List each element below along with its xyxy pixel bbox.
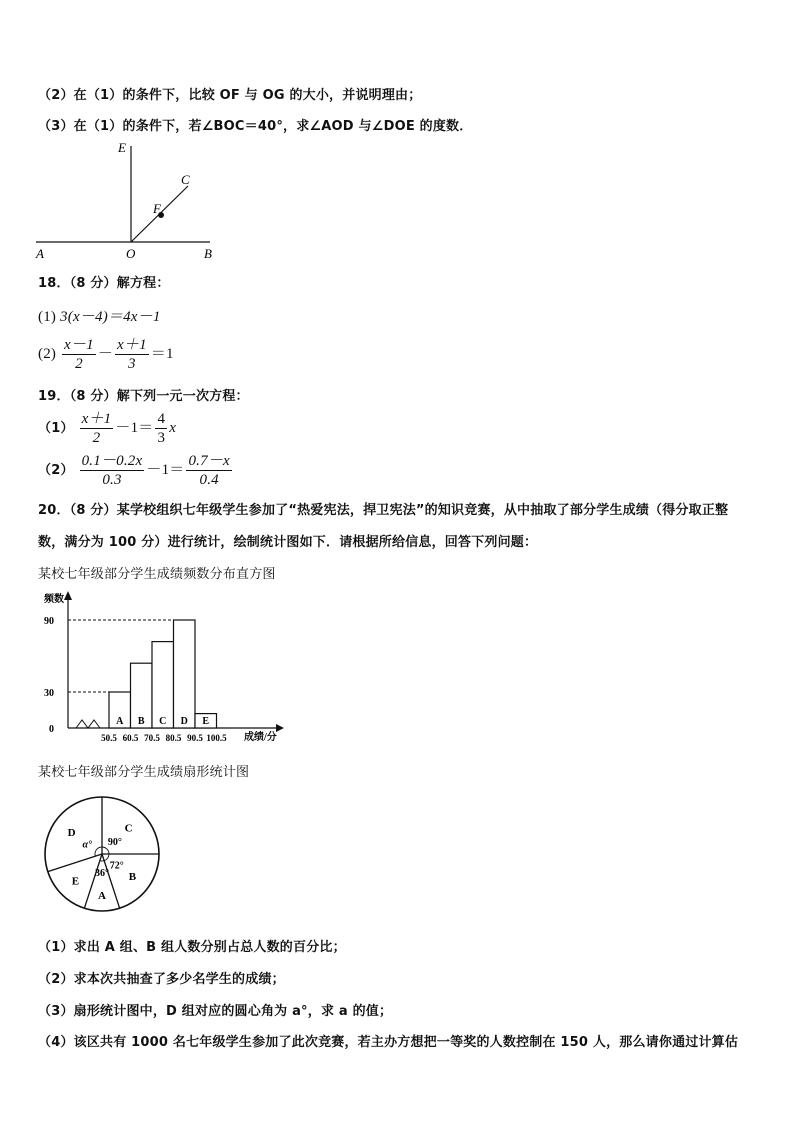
label-b: B: [204, 246, 212, 261]
q20-q3: （3）扇形统计图中，D 组对应的圆心角为 a°，求 a 的值；: [38, 1004, 393, 1019]
q18-eq1-body: 3(x－4)＝4x－1: [60, 309, 161, 325]
pie-slice-label: C: [124, 822, 133, 835]
q18-eq1-label: (1): [38, 309, 57, 325]
pie-slice-label: B: [128, 871, 137, 884]
denominator: 2: [92, 430, 101, 446]
fraction: [62, 336, 96, 373]
angle-figure: [30, 138, 230, 263]
bar-category-label: C: [159, 716, 167, 727]
bar-category-label: E: [202, 716, 210, 727]
axis-break: [76, 720, 100, 728]
fraction: [186, 452, 231, 489]
q20-line1: 20．（8 分）某学校组织七年级学生参加了“热爱宪法，捍卫宪法”的知识竞赛，从中抽取了部分学生成绩（得分取正整: [38, 503, 729, 518]
q17-part2: （2）在（1）的条件下，比较 OF 与 OG 的大小，并说明理由；: [38, 88, 422, 103]
q20-q2: （2）求本次共抽查了多少名学生的成绩；: [38, 972, 285, 987]
y-tick-label: 0: [49, 724, 54, 735]
denominator: 3: [128, 356, 136, 372]
histogram-title: 某校七年级部分学生成绩频数分布直方图: [38, 567, 276, 582]
label-c: C: [181, 172, 190, 187]
q20-line2: 数，满分为 100 分）进行统计，绘制统计图如下．请根据所给信息，回答下列问题：: [38, 535, 538, 550]
fraction: [80, 410, 114, 447]
x-axis-arrow: [276, 724, 284, 732]
x-tick-label: 60.5: [122, 733, 139, 743]
q20-q1: （1）求出 A 组、B 组人数分别占总人数的百分比；: [38, 940, 346, 955]
pie-slice-label: D: [67, 826, 76, 839]
middle: －1＝: [146, 461, 185, 478]
rhs: ＝1: [150, 345, 174, 362]
y-axis-label: 频数: [44, 594, 64, 605]
q18-header: 18．（8 分）解方程：: [38, 276, 170, 291]
q19-header: 19．（8 分）解下列一元一次方程：: [38, 389, 249, 404]
numerator: 0.7－x: [188, 453, 230, 469]
q18-eq2-label: (2): [38, 345, 57, 362]
operator: －: [97, 345, 114, 362]
numerator: 0.1－0.2x: [81, 453, 143, 469]
pie-angle-label: 72°: [109, 860, 124, 872]
x-tick-label: 100.5: [206, 733, 227, 743]
x-tick-label: 70.5: [144, 733, 160, 743]
pie-angle-label: α°: [82, 839, 93, 851]
label-a: A: [36, 246, 44, 261]
q18-eq2: [38, 336, 174, 373]
fraction: [80, 452, 145, 489]
denominator: 3: [157, 430, 166, 446]
histogram-chart: [36, 588, 296, 748]
q18-eq1: [38, 305, 161, 326]
numerator: 4: [157, 411, 166, 427]
q19-eq1: [38, 410, 176, 447]
label-e: E: [118, 140, 126, 155]
x-axis-label: 成绩/分: [244, 732, 277, 743]
denominator: 2: [75, 356, 83, 372]
fraction: [155, 410, 167, 447]
q20-q4: （4）该区共有 1000 名七年级学生参加了此次竞赛，若主办方想把一等奖的人数控制在 150 人，那么请你通过计算估: [38, 1035, 739, 1050]
label-o: O: [126, 246, 136, 261]
bar-category-label: A: [116, 716, 124, 727]
pie-chart: [36, 790, 176, 920]
denominator: 0.3: [102, 472, 122, 488]
pie-slice-label: E: [71, 875, 80, 888]
numerator: x＋1: [117, 337, 147, 353]
numerator: x＋1: [81, 411, 112, 427]
middle: －1＝: [115, 419, 154, 436]
pie-angle-label: 36°: [95, 868, 109, 880]
x-tick-label: 90.5: [187, 733, 203, 743]
x-tick-label: 80.5: [165, 733, 182, 743]
q19-eq2: [38, 452, 234, 489]
histogram-bar: [174, 620, 196, 728]
bar-category-label: B: [137, 716, 145, 727]
fraction: [115, 336, 149, 373]
tail: x: [169, 419, 177, 436]
y-axis-arrow: [64, 591, 72, 600]
q19-eq1-label: （1）: [38, 420, 74, 436]
label-f: F: [153, 201, 161, 216]
y-tick-label: 30: [44, 688, 54, 699]
q17-part3: （3）在（1）的条件下，若∠BOC＝40°，求∠AOD 与∠DOE 的度数．: [38, 119, 473, 134]
pie-title: 某校七年级部分学生成绩扇形统计图: [38, 765, 250, 780]
y-tick-label: 90: [44, 616, 54, 627]
q19-eq2-label: （2）: [38, 462, 74, 478]
x-tick-label: 50.5: [101, 733, 117, 743]
numerator: x－1: [64, 337, 94, 353]
denominator: 0.4: [199, 472, 219, 488]
bar-category-label: D: [180, 716, 188, 727]
pie-angle-label: 90°: [107, 837, 122, 849]
pie-slice-label: A: [98, 890, 106, 903]
